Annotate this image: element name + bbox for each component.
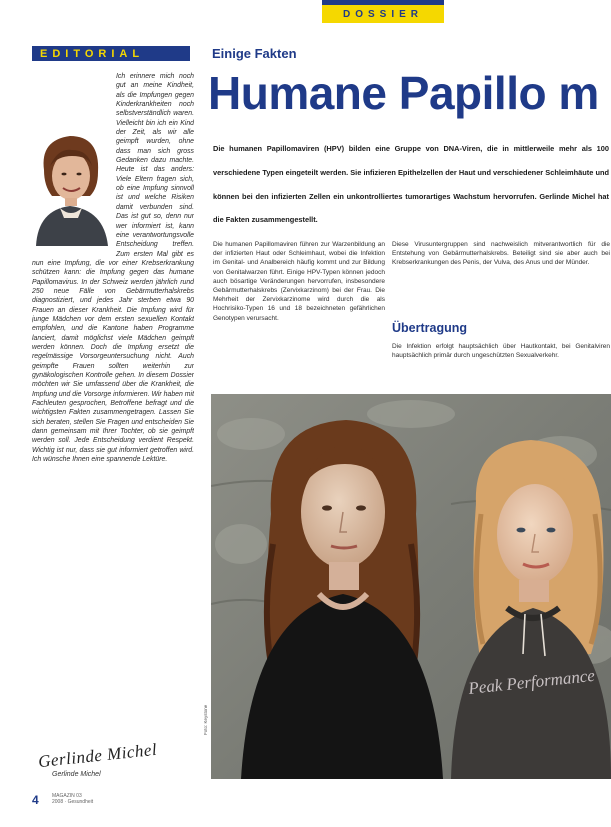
- editorial-label: EDITORIAL: [40, 47, 145, 60]
- portrait-image: [32, 122, 110, 246]
- sweatshirt-print: Peak Performance: [467, 665, 596, 698]
- article-kicker: Einige Fakten: [212, 46, 297, 61]
- footer-meta: [52, 793, 93, 805]
- footer-meta-line2: 2008 · Gesundheit: [52, 799, 94, 805]
- footer-meta-line1: MAGAZIN 03: [52, 793, 82, 799]
- section-heading-uebertragung: Übertragung: [392, 321, 467, 335]
- article-photo: [211, 394, 611, 779]
- editorial-signature: Gerlinde Michel: [37, 739, 159, 772]
- editorial-bar: [32, 46, 190, 61]
- photo-credit: Foto: Keystone: [203, 704, 208, 735]
- article-column-2: Diese Virusuntergruppen sind nachweislich mitverantwortlich für die Entstehung von Gebärmutterhalskrebs. Beteiligt sind sie aber auch bei Krebserkrankungen des Penis, der Vulva, des Anus und der Münder.: [392, 241, 610, 267]
- dossier-banner: [322, 5, 444, 23]
- dossier-label: DOSSIER: [342, 8, 423, 20]
- article-column-3: Die Infektion erfolgt hauptsächlich über Hautkontakt, bei Genitalviren hauptsächlich primär durch ungeschützten Sexualverkehr.: [392, 343, 610, 360]
- editorial-column: [32, 72, 194, 752]
- article-column-1: Die humanen Papillomaviren führen zur Warzenbildung an der infizierten Haut oder Schleimhaut, wobei die Infektion im Genital- und Analbereich häufig kommt und zur Bildung von Genitalwarzen führt. Einige HPV-Typen können jedoch auch bösartige Veränderungen hervorrufen, insbesondere Gebärmutterhalskrebs (Zervixkarzinom) bei der Frau. Die Mehrheit der Zervixkarzinome wird durch die als Hochrisiko-Typen 16 und 18 bezeichneten gefährlichen Genotypen verursacht.: [213, 241, 385, 322]
- editorial-text: Ich erinnere mich noch gut an meine Kindheit, als die Impfungen gegen Kinderkrankheiten noch selbstverständlich waren. Vielleicht bin ich ein Kind der Zeit, als wir alle geimpft wurden, ohne dass man sich gross Gedanken dazu machte. Heute ist das anders: Viele Eltern fragen sich, ob eine Impfung sinnvoll ist und welche Risiken damit verbunden sind. Das ist gut so, denn nur wer informiert ist, kann eine verantwortungsvolle Entscheidung treffen. Zum ersten Mal gibt es nun eine Impfung, die vor einer Krebserkrankung schützen kann: die Impfung gegen das humane Papillomavirus. In der Schweiz werden jährlich rund 250 neue Fälle von Gebärmutterhalskrebs diagnostiziert, und jedes Jahr sterben etwa 90 Frauen an dieser Krankheit. Die Impfung wird für junge Mädchen vor dem ersten sexuellen Kontakt empfohlen, und die Kantone haben Programme lanciert, damit möglichst viele Mädchen geimpft werden können. Doch die Impfung ersetzt die regelmässige Vorsorgeuntersuchung nicht. Auch geimpfte Frauen sollten weiterhin zur gynäkologischen Kontrolle gehen. In diesem Dossier möchten wir Sie umfassend über die Krankheit, die Impfung und die Vorsorge informieren. Wir haben mit Fachleuten gesprochen, Betroffene befragt und die wichtigsten Fakten zusammengetragen. Lassen Sie sich beraten, stellen Sie Fragen und entscheiden Sie dann gemeinsam mit Ihrer Tochter, ob sie geimpft werden soll. Jede Entscheidung verdient Respekt. Wichtig ist nur, dass sie gut informiert getroffen wird. Ich wünsche Ihnen eine spannende Lektüre.: [32, 73, 194, 464]
- photo-two-girls: [211, 394, 611, 779]
- article-headline: Humane Papillo m: [208, 67, 599, 119]
- editorial-author-name: Gerlinde Michel: [52, 771, 101, 778]
- author-portrait: [32, 122, 110, 246]
- page-number: 4: [32, 793, 39, 807]
- article-lead: Die humanen Papillomaviren (HPV) bilden eine Gruppe von DNA-Viren, die in mittlerweile mehr als 100 verschiedene Typen eingeteilt werden. Sie infizieren Epithelzellen der Haut und verschiedener Schleimhäute und können bei den infizierten Zellen ein unkontrolliertes tumorartiges Wachstum hervorrufen. Gerlinde Michel hat die Fakten zusammengestellt.: [213, 144, 609, 225]
